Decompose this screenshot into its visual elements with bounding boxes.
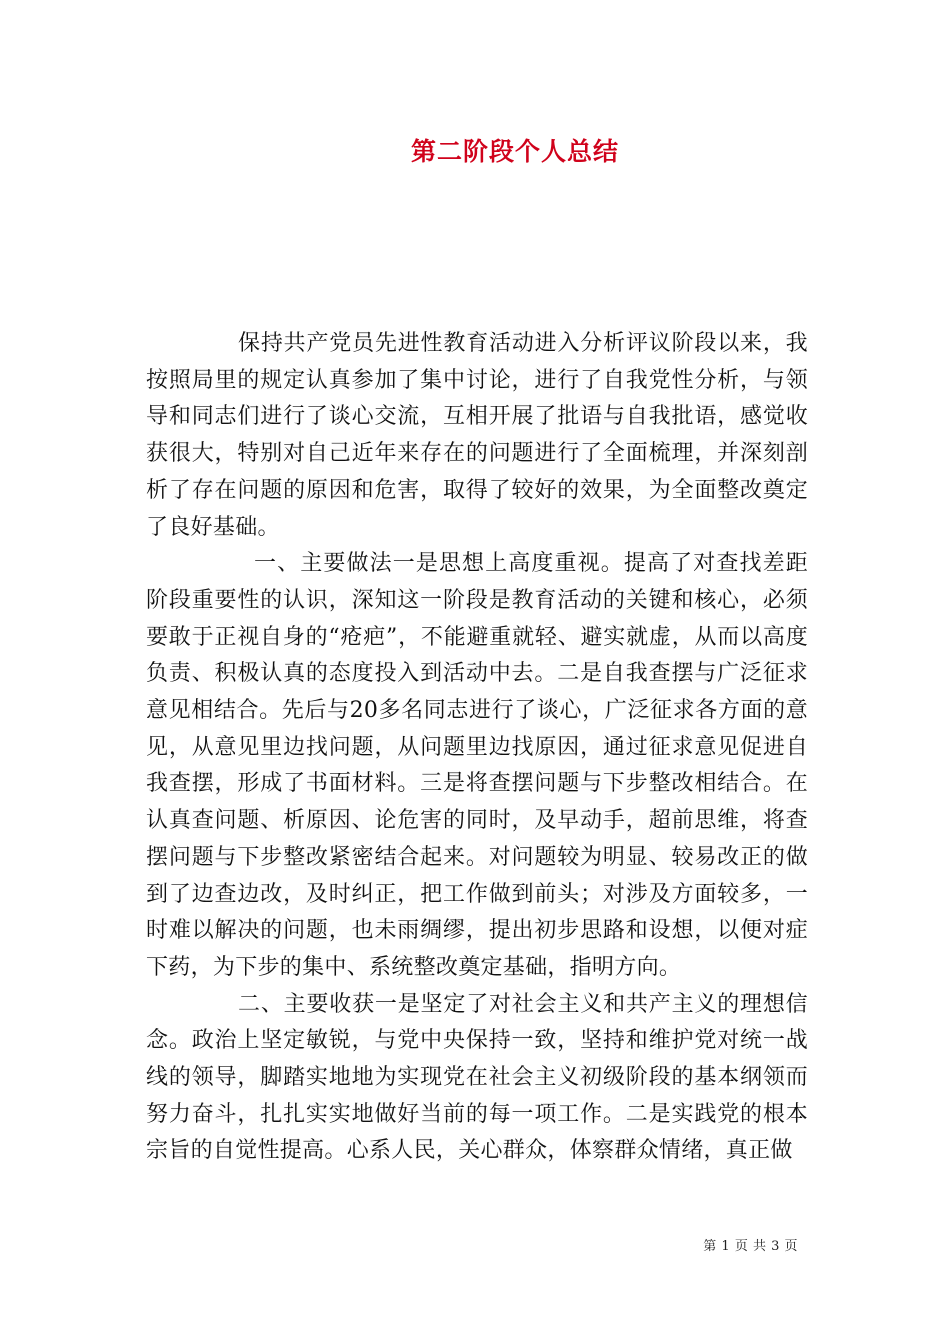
document-title: 第二阶段个人总结 <box>410 137 619 166</box>
paragraph-main-practices: 一、主要做法一是思想上高度重视。提高了对查找差距阶段重要性的认识，深知这一阶段是教育活动的关键和核心，必须要敢于正视自身的“疮疤”，不能避重就轻、避实就虚，从而以高度负责、积极认真的态度投入到活动中去。二是自我查摆与广泛征求意见相结合。先后与20多名同志进行了谈心，广泛征求各方面的意见，从意见里边找问题，从问题里边找原因，通过征求意见促进自我查摆，形成了书面材料。三是将查摆问题与下步整改相结合。在认真查问题、析原因、论危害的同时，及早动手，超前思维，将查摆问题与下步整改紧密结合起来。对问题较为明显、较易改正的做到了边查边改，及时纠正，把工作做到前头；对涉及方面较多，一时难以解决的问题，也未雨绸缪，提出初步思路和设想，以便对症下药，为下步的集中、系统整改奠定基础，指明方向。 <box>146 551 808 980</box>
paragraph-main-gains: 二、主要收获一是坚定了对社会主义和共产主义的理想信念。政治上坚定敏锐，与党中央保持一致，坚持和维护党对统一战线的领导，脚踏实地地为实现党在社会主义初级阶段的基本纲领而努力奋斗，扎扎实实地做好当前的每一项工作。二是实践党的根本宗旨的自觉性提高。心系人民，关心群众，体察群众情绪，真正做 <box>146 991 808 1164</box>
page-number: 第 1 页 共 3 页 <box>703 1239 798 1254</box>
paragraph-intro: 保持共产党员先进性教育活动进入分析评议阶段以来，我按照局里的规定认真参加了集中讨论，进行了自我党性分析，与领导和同志们进行了谈心交流，互相开展了批语与自我批语，感觉收获很大，特别对自己近年来存在的问题进行了全面梳理，并深刻剖析了存在问题的原因和危害，取得了较好的效果，为全面整改奠定了良好基础。 <box>146 331 808 540</box>
document-body <box>146 326 808 1170</box>
